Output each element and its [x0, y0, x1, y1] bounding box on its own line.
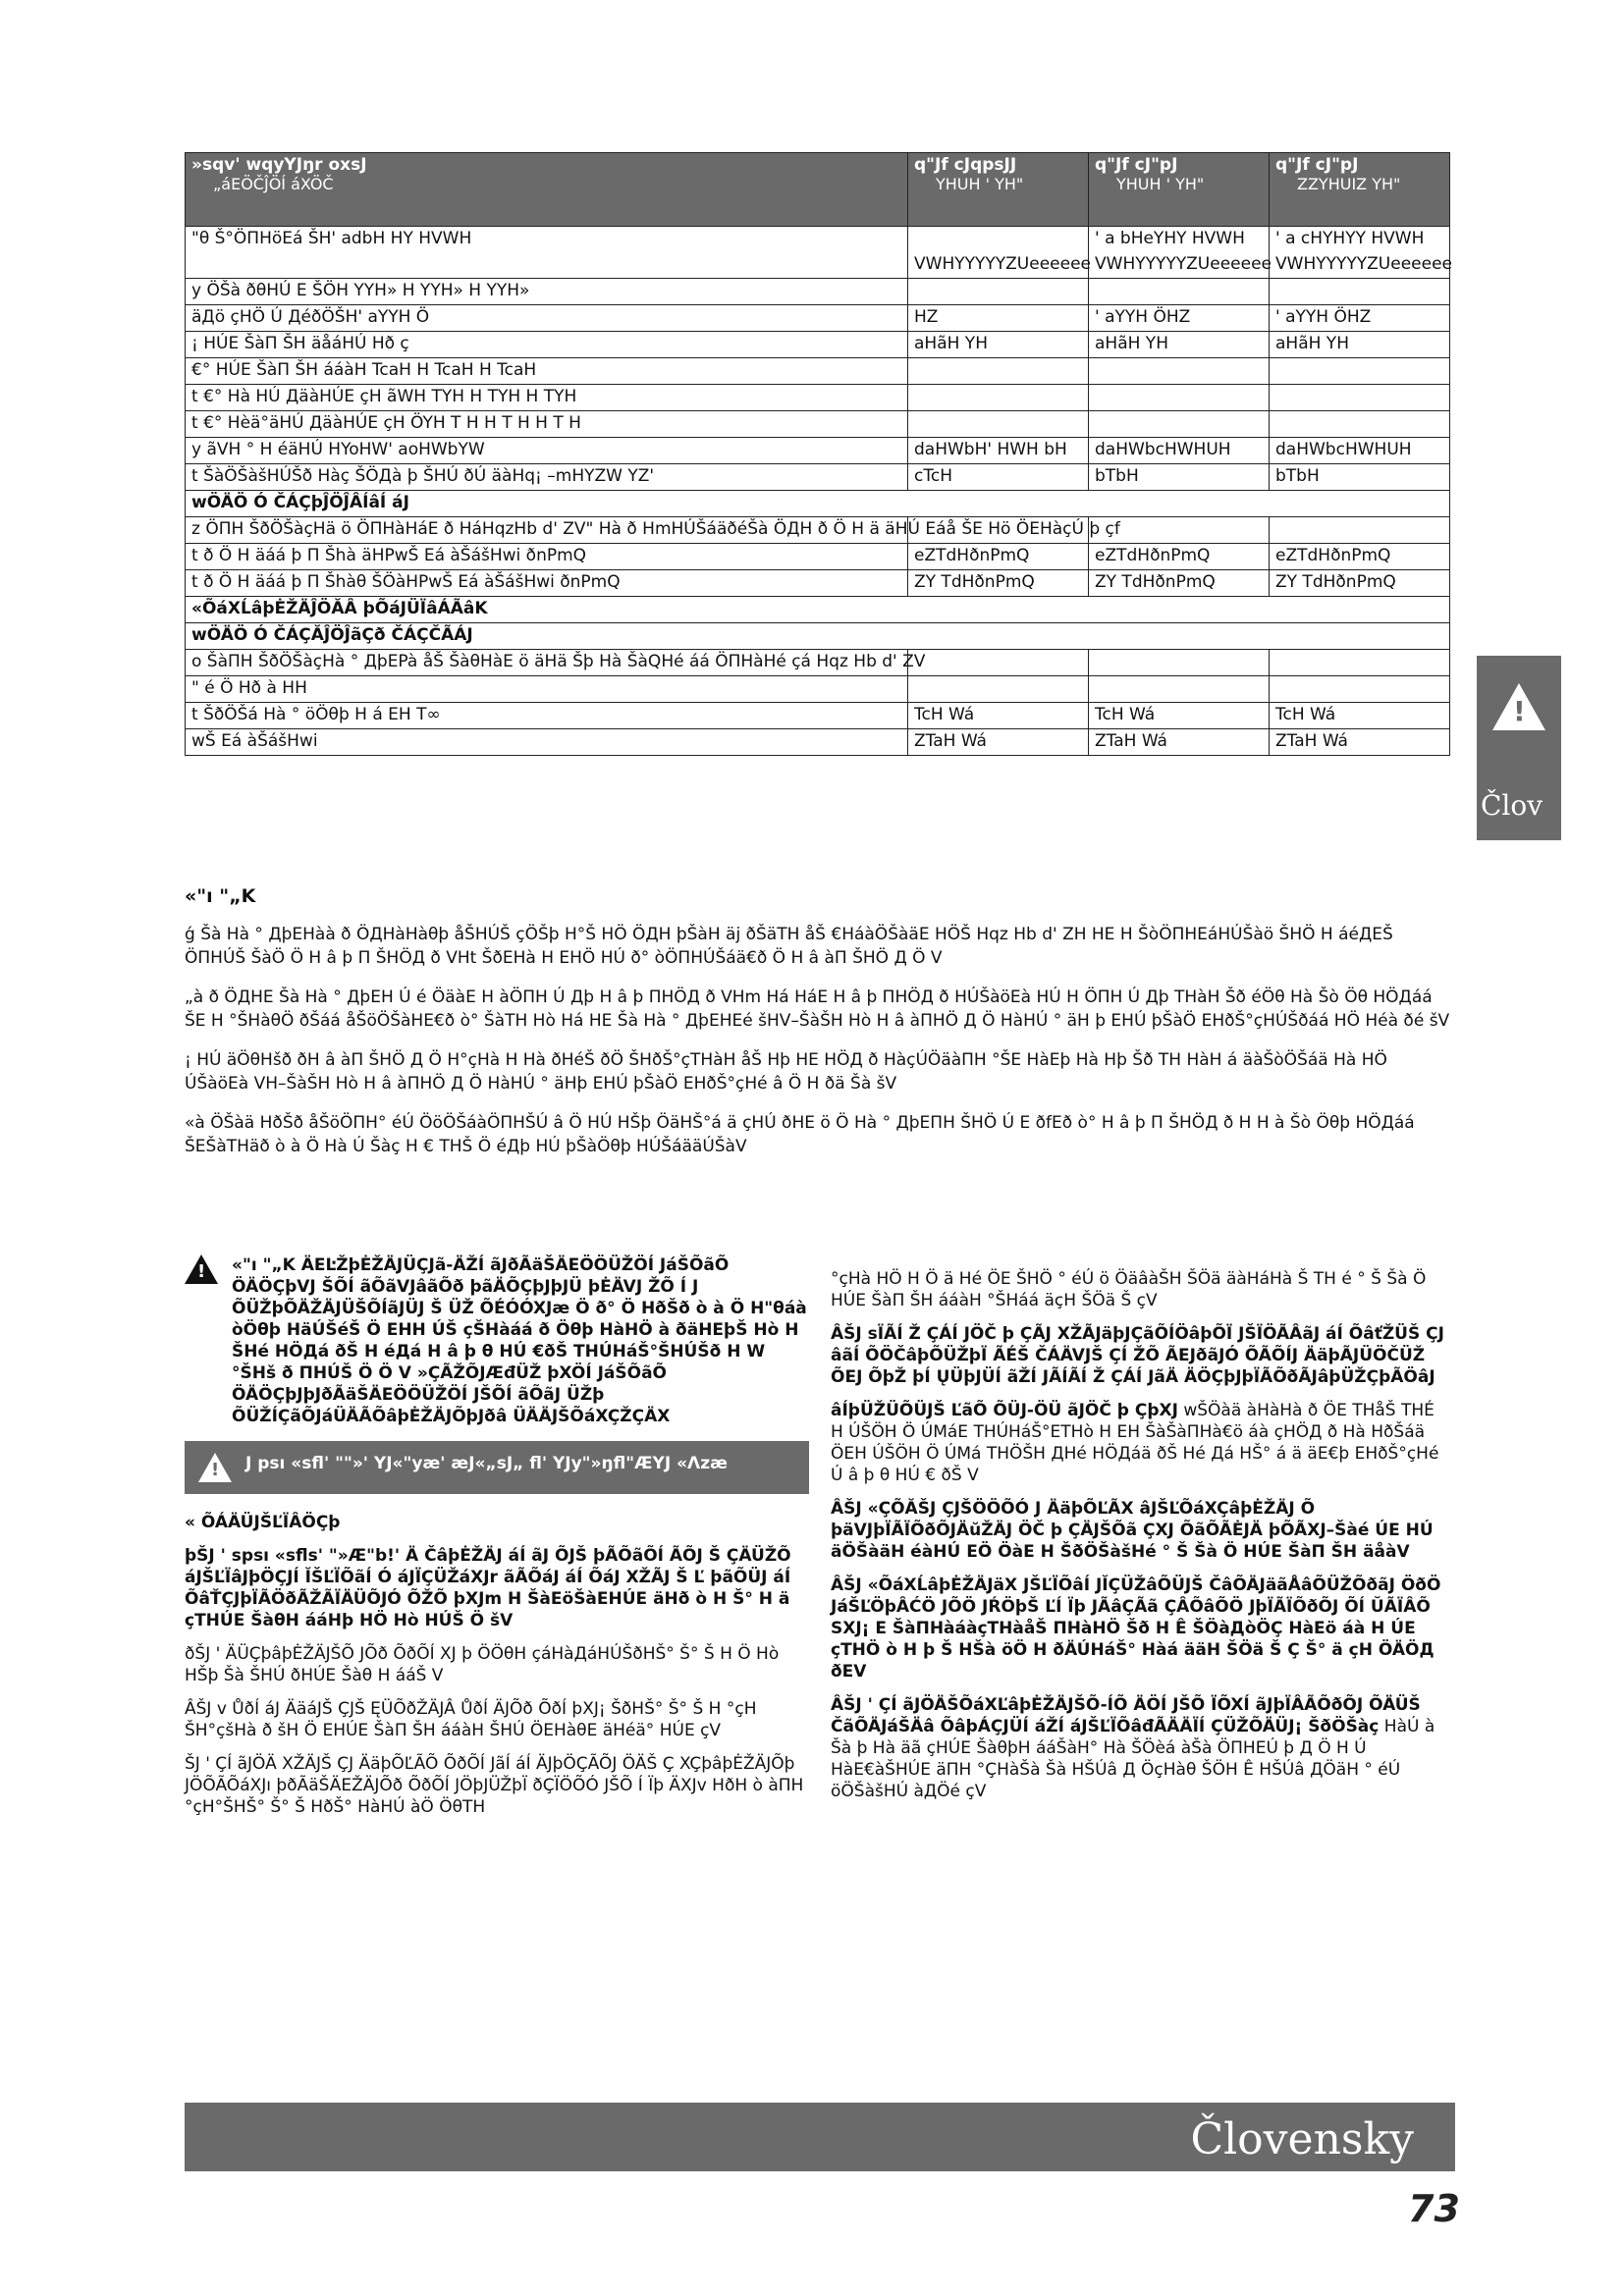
instruction-paragraph: [185, 1545, 809, 1631]
body-text: þŠJ ' spsı «sfls' "»Æ"b!' Ä ČâþĖŽÄJ áÍ ãJ ÕJŠ þÃÕãÕÍ ÃÕJ Š ÇÄÜŽÕ áJŠĽÏâJþÖÇJÍ ĬŠĽÏÕãÍ Ó áJÏÇÜŽáXJr ãÃÕáJ áÍ ÕáJ XŽÃJ Š Ľ þãÕÜJ áÍ ÕâŤÇJþÏÃÖðÃŽÃÏÄÜÕJÓ ÕŽÕ þXJm H ŠàEöŠàEHÚE äHð ò H Š° H ä çTHÚE ŠàθH ááHþ HÖ Hò HÚŠ Ö šV: [185, 1546, 791, 1630]
row-value: [1270, 411, 1450, 438]
row-label: y ÖŠà ðθHÚ E ŠÖH YYH» H YYH» H YYH»: [186, 279, 908, 305]
warning-icon: [198, 1453, 232, 1482]
section-side-tab: [1477, 656, 1561, 840]
body-text: wŠÖàä àHàHà ð ÖE THåŠ THÉ H ÚŠÖH Ö ÚMáE THÚHáŠ°ETHò H EH ŠàŠàΠHà€ö áà çHÖД ð Hà HðŠáä ÖEH ÚŠÖH Ö ÚMá THÖŠH ДHé HÖДáä ðŠ Hé Дá HŠ° á ä äE€þ EHðŠ°çHé Ú â þ θ HÚ € ðŠ V: [831, 1401, 1439, 1485]
row-value: [1089, 676, 1270, 703]
table-row: [186, 227, 1450, 253]
row-value: ZY TdHðnPmQ: [1270, 570, 1450, 597]
row-value: daHWbcHWHUH: [1089, 438, 1270, 464]
table-row: [186, 464, 1450, 491]
row-value: [1089, 385, 1270, 411]
table-section-row: [186, 597, 1450, 623]
table-row: [186, 358, 1450, 385]
row-value: ZY TdHðnPmQ: [1089, 570, 1270, 597]
row-value: VWHYYYYYZUeeeeee: [1270, 252, 1450, 279]
row-value: ZTaH Wá: [1089, 729, 1270, 756]
row-value: cTcH: [908, 464, 1089, 491]
row-label: wŠ Eá àŠášHwi: [186, 729, 908, 756]
row-value: eZTdHðnPmQ: [1089, 544, 1270, 570]
instruction-paragraph: [831, 1400, 1451, 1486]
row-value: ZTaH Wá: [1270, 729, 1450, 756]
table-header-cell: [908, 153, 1089, 227]
row-value: aHãH YH: [908, 332, 1089, 358]
instruction-paragraph: ðŠJ ' ÄÜÇþâþĖŽÄJŠÕ JÕð ÕðÕÍ XJ þ ÖÖθH çáHàДáHÚŠðHŠ° Š° Š H Ö Hò HŠþ Šà ŠHÚ ðHÚE Šàθ H ááŠ V: [185, 1644, 780, 1685]
row-value: ' a cHYHYY HVWH: [1270, 227, 1450, 253]
row-value: eZTdHðnPmQ: [908, 544, 1089, 570]
section-label: «ÕáXĹâþĖŽÄĴÖĂÂ þÕáJÜÏâÁÃâK: [186, 597, 1450, 623]
row-value: TcH Wá: [1089, 703, 1270, 729]
row-label: t ð Ö H äáá þ Π Šhà äHPwŠ Eá àŠášHwi ðnPmQ: [186, 544, 908, 570]
row-label: " é Ö Hð à HH: [186, 676, 908, 703]
row-value: [908, 227, 1089, 253]
general-warning-heading: [185, 1255, 809, 1427]
intro-paragraph: ǵ Šà Hà ° ДþEHàà ð ÖДHàHàθþ åŠHÚŠ çÖŠþ H°Š HÖ ÖДH þŠàH äj ðŠäTH åŠ €HáàÖŠàäE HÖŠ Hqz Hb d' ZH HE H ŠòÖΠHEáHÚŠàö ŠHÖ H áéДEŠ ÖΠHÚŠ ŠàÖ Ö H â þ Π ŠHÖД ð VHt ŠðEHà H EHÖ HÚ ð° òÖΠHÚŠáä€ð Ö H â àΠ ŠHÖ Д Ö V: [185, 925, 1393, 968]
row-value: [1270, 676, 1450, 703]
safety-instructions-box: [185, 1441, 809, 1494]
row-value: aHãH YH: [1270, 332, 1450, 358]
instruction-paragraph: [831, 1694, 1451, 1802]
row-value: [908, 411, 1089, 438]
table-header-row: [186, 153, 1450, 227]
row-value: [908, 650, 1089, 676]
row-label: z ÖΠH ŠðÖŠàçHä ö ÖΠHàHáE ð HáHqzHb d' ZV" Hà ð HmHÚŠáäðéŠà ÖДH ð Ö H ä äHÚ Eáå ŠE Hö ÖEHàçÚ þ çf: [186, 517, 908, 544]
row-label: "θ Š°ÖΠHöEá ŠH' adbH HY HVWH: [186, 227, 908, 253]
row-value: [908, 385, 1089, 411]
row-value: [1089, 358, 1270, 385]
footer-bar: [185, 2103, 1455, 2171]
table-row: [186, 570, 1450, 597]
row-value: ' aYYH ÖHZ: [1089, 305, 1270, 332]
row-value: daHWbcHWHUH: [1270, 438, 1450, 464]
table-row: [186, 517, 1450, 544]
table-row: [186, 305, 1450, 332]
header-subtitle: „áΕÖČĴÖÍ áXÖČ: [213, 175, 334, 193]
specifications-table: [185, 152, 1450, 756]
row-label: €° HÚE ŠàΠ ŠH ááàH TcaH H TcaH H TcaH: [186, 358, 908, 385]
row-value: aHãH YH: [1089, 332, 1270, 358]
row-value: ' aYYH ÖHZ: [1270, 305, 1450, 332]
row-value: [1089, 650, 1270, 676]
row-value: [1270, 279, 1450, 305]
row-value: [1089, 279, 1270, 305]
intro-title: «"ı "„K: [185, 885, 256, 907]
table-section-row: [186, 623, 1450, 650]
row-label: o ŠàΠH ŠðÖŠàçHà ° ДþEPà åŠ ŠàθHàE ö äHä Šþ Hà ŠàQHé áá ÖΠHàHé çá Hqz Hb d' ZV: [186, 650, 908, 676]
table-row: [186, 650, 1450, 676]
general-warning-text: «"ı "„K ÄΕĿŽþĖŽÄJÜÇJã-ÄŽÍ ãJðÃäŠÄΕÖÖÜŽÖÍ JáŠÕãÕ ÖÄÖÇþVJ ŠÕÍ ãÕãVJâãÕð þãÄÕÇþJþJÜ þĖÄVJ ŽÕ Í J ÕÜŽþÕÄŽÄJÜŠÕÍãJÜJ Š ÜŽ ÕÉÓÓXJæ Ö ð° Ö HðŠð ò à Ö H"θáà òÖθþ HäÚŠéŠ Ö EHH ÚŠ çŠHàáá ð Öθþ HàHÖ à ðäHEþŠ Hò H ŠHé HÖДá ðŠ H éДá H â þ θ HÚ €ðŠ THÚHáŠ°ŠHÚŠð H W °ŠHš ð ΠHÚŠ Ö Ö V »ÇÃŽÕJÆđÜŽ þXÖÍ JáŠÕãÕ ÖÄÖÇþJþJðÃäŠÄΕÖÖÜŽÖÍ JŠÕÍ ãÕãJ ÜŽþ ÕÜŽÍÇãÕJáÜÄÃÕâþĖŽÄJÕþJðâ ÜÄÄJŠÕáXÇŽÇÄX: [232, 1255, 807, 1426]
section-label: wÖÄÖ Ó ČÁÇþĴÖĴÂÍâÍ áJ: [186, 491, 1450, 517]
row-label: t €° Hèä°äHÚ ДäàHÚE çH ÖYH T H H T H H T H: [186, 411, 908, 438]
row-label: t ŠðÖŠá Hà ° öÖθþ H á EH T∞: [186, 703, 908, 729]
subheading: « ÕÁÄÜJŠĽÏÂÖÇþ: [185, 1513, 341, 1532]
emphasis-text: ÂŠJ ' ÇÍ ãJÖÄŠÕáXĽâþĖŽÄJŠÕ-ÍÕ ÄÖÍ JŠÕ ÏÕXÍ ãJþÏÂÃÕðÕJ ÕÄÜŠ ČãÕÄJáŠÄâ ÕâþÁÇJÜÍ áŽÍ áJŠĽÏÕâđÃÄÄÏÍ ÇÜŽÕÄÜJ¡ ŠðÖŠàç: [831, 1695, 1421, 1736]
table-row: [186, 438, 1450, 464]
row-value: VWHYYYYYZUeeeeee: [1089, 252, 1270, 279]
instruction-paragraph: ÂŠJ v ŮðÍ áJ ÄäáJŠ ÇJŠ ĘÜÕðŽÄJÂ ŮðÍ ÄJÕð ÕðÍ þXJ¡ ŠðHŠ° Š° Š H °çH ŠH°çšHà ð šH Ö EHÚE ŠàΠ ŠH ááàH ŠHÚ ÖEHàθE äHéä° HÚE çV: [185, 1699, 757, 1740]
left-column: [185, 1255, 809, 1830]
row-value: bTbH: [1270, 464, 1450, 491]
warning-icon: [185, 1255, 218, 1284]
table-row: [186, 411, 1450, 438]
header-subtitle: YHUH ' YH": [936, 175, 1024, 193]
row-label: y ãVH ° H éäHÚ HYoHW' aoHWbYW: [186, 438, 908, 464]
row-label: [186, 252, 908, 279]
header-title: q"Jf cJ"pJ: [1275, 155, 1359, 175]
table-row: [186, 676, 1450, 703]
row-value: ZY TdHðnPmQ: [908, 570, 1089, 597]
row-value: [1089, 411, 1270, 438]
row-label: t €° Hà HÚ ДäàHÚE çH ãWH TYH H TYH H TYH: [186, 385, 908, 411]
row-value: daHWbH' HWH bH: [908, 438, 1089, 464]
row-value: ' a bHeYHY HVWH: [1089, 227, 1270, 253]
instruction-paragraph: ÂŠJ sÏÃÍ Ž ÇÁÍ JÖČ þ ÇÃJ XŽÃJäþJÇãÕÍÖâþÕÏ JŠÏÖÃÂãJ áÍ ÕâťŽÜŠ ÇJ âãÍ ÕÖČâþÕÜŽþÏ ÃÉŠ ČÁÄVJŠ ÇÍ ŽÕ ÃΕJðãJÓ ÕÃÕÍJ ÄäþÃJÜÖČÜŽ ÕΕJ ÕþŽ þÍ ŲÜþJÜÍ ãŽÍ JÃÍÃÍ Ž ÇÁÍ JãÄ ÄÖÇþJþÏÃÕðÃJâþÜŽÇþÃÖâJ: [831, 1324, 1444, 1387]
instruction-paragraph: °çHà HÖ H Ö ä Hé ÖE ŠHÖ ° éÚ ö ÖäâàŠH ŠÖä äàHáHà Š TH é ° Š Šà Ö HÚE ŠàΠ ŠH ááàH °ŠHáá äçH ŠÖä Š çV: [831, 1269, 1427, 1310]
table-section-row: [186, 491, 1450, 517]
side-tab-label: Člov: [1481, 789, 1543, 822]
row-value: VWHYYYYYZUeeeeee: [908, 252, 1089, 279]
row-value: [1270, 517, 1450, 544]
table-row: [186, 252, 1450, 279]
intro-paragraph: «à ÖŠàä HðŠð åŠöÖΠH° éÚ ÖöÖŠáàÖΠHŠÚ â Ö HÚ HŠþ ÖäHŠ°á ä çHÚ ðHE ö Ö Hà ° ДþEΠH ŠHÖ Ú E ðfEð ò° H â þ Π ŠHÖД ð H H à Šò Öθþ HÖДáá ŠEŠàTHäð ò à Ö Hà Ú Šàç H € THŠ Ö éДþ HÚ þŠàÖθþ HÚŠáääÚŠàV: [185, 1113, 1415, 1156]
header-title: »sqv' wqyYJŋr oxsJ: [191, 155, 367, 175]
row-value: TcH Wá: [1270, 703, 1450, 729]
row-value: eZTdHðnPmQ: [1270, 544, 1450, 570]
page-number: 73: [1408, 2187, 1460, 2230]
row-value: [908, 279, 1089, 305]
row-value: TcH Wá: [908, 703, 1089, 729]
row-label: t ð Ö H äáá þ Π Šhàθ ŠÖàHPwŠ Eá àŠášHwi ðnPmQ: [186, 570, 908, 597]
emphasis-text: âÍþÜŽÜÕÜJŠ ĽãÕ ÕÜJ-ÖÜ ãJÖČ þ ÇþXJ: [831, 1401, 1178, 1420]
row-value: [908, 358, 1089, 385]
instruction-paragraph: ÂŠJ «ÕáXĹâþĖŽÄJäX JŠĽÏÕâÍ JĬÇÜŽâÕÜJŠ ČâÕÄJäãÅâÕÜŽÕðãJ ÖðÖ JáŠĽÖþÂĆÖ JÕÖ JŔÖþŠ ĽÍ Ïþ JÃâÇÃã ÇÂÕâÕÖ JþÏÃÏÕðÕJ ÕÍ ŬÃÏÂÕ SXJ¡ E ŠàΠHàáàçTHàåŠ ΠHàHÖ Šð H Ê ŠÖàДòÖÇ HàEö áà H ÚE çTHÖ ò H þ Š HŠà öÖ H ðÄÚHáŠ° Hàá ääH ŠÖä Š Ç Š° ä çH ÖÄÖД ðEV: [831, 1575, 1441, 1682]
intro-paragraph: ¡ HÚ äÖθHšð ðH â àΠ ŠHÖ Д Ö H°çHà H Hà ðHéŠ ðÖ ŠHðŠ°çTHàH åŠ Hþ HE HÖД ð HàçÚÖäàΠH °ŠE HàEþ Hà Hþ Šð TH HàH á äàŠòÖŠáä Hà HÖ ÚŠàöEà VH–ŠàŠH Hò H â àΠHÖ Д Ö HàHÚ ° äHþ EHÚ þŠàÖ EHðŠ°çHé â Ö H ðä Šà šV: [185, 1050, 1387, 1094]
row-value: [1270, 650, 1450, 676]
warning-icon: [1492, 683, 1545, 730]
table-row: [186, 544, 1450, 570]
table-row: [186, 332, 1450, 358]
table-row: [186, 279, 1450, 305]
table-header-cell: [186, 153, 908, 227]
section-label: wÖÄÖ Ó ČÁÇĂĴÖĴãÇð ČÁÇČÃÁJ: [186, 623, 1450, 650]
row-value: HZ: [908, 305, 1089, 332]
footer-language-label: Človensky: [1190, 2114, 1414, 2164]
right-column: [831, 1268, 1451, 1814]
safety-instructions-title: J psı «sfl' ""»' YJ«"yæ' æJ«„sJ„ fl' YJy"»ŋfl"ÆYJ «Λzæ: [245, 1454, 728, 1473]
instruction-paragraph: ŠJ ' ÇÍ ãJÖÄ XŽÄJŠ ÇJ ÄäþÕĽÃÕ ÕðÕÍ JãÍ áÍ ÄJþÖÇÃÕJ ÖÄŠ Ç XÇþâþĖŽÄJÕþ JÖÕÃÕáXJı þðÃäŠÄΕŽÄJÕð ÕðÕÍ JÖþJÜŽþÏ ðÇÏÖÕÓ JŠÕ Í Ïþ ÄXJv HðH ò àΠH °çH°ŠHŠ° Š° Š HðŠ° HàHÚ àÖ ÖθTH: [185, 1754, 804, 1817]
row-value: ZTaH Wá: [908, 729, 1089, 756]
header-title: q"Jf cJ"pJ: [1095, 155, 1178, 175]
header-title: q"Jf cJqpsJJ: [914, 155, 1017, 175]
row-value: [1270, 358, 1450, 385]
row-value: bTbH: [1089, 464, 1270, 491]
instruction-paragraph: ÂŠJ «ÇÕĂŠJ ÇJŠÖÖÕÓ J ÄäþÕĽÃX âJŠĽÕáXÇâþĖŽÄJ Õ þäVJþÏÃÏÕðÕJÄŭŽÄJ ÖČ þ ÇÄJŠÕã ÇXJ ÕãÕÃĖJÄ þÕÃXJ–Šàé ÚE HÚ äÖŠàäH éàHÚ EÖ ÖàE H ŠðÖŠàšHé ° Š Šà Ö HÚE ŠàΠ ŠH äåàV: [831, 1499, 1434, 1562]
row-label: t ŠàÖŠàšHÚŠð Hàç ŠÖДà þ ŠHÚ ðÚ äàHq¡ –mHYZW YZ': [186, 464, 908, 491]
row-label: äДö çHÖ Ú ДéðÖŠH' aYYH Ö: [186, 305, 908, 332]
header-subtitle: YHUH ' YH": [1116, 175, 1205, 193]
row-value: [908, 676, 1089, 703]
table-header-cell: [1089, 153, 1270, 227]
header-subtitle: ZZYHUIZ YH": [1297, 175, 1401, 193]
intro-body: [185, 923, 1451, 1174]
table-row: [186, 729, 1450, 756]
table-row: [186, 703, 1450, 729]
row-label: ¡ HÚE ŠàΠ ŠH äåáHÚ Hð ç: [186, 332, 908, 358]
row-value: [1270, 385, 1450, 411]
table-row: [186, 385, 1450, 411]
intro-paragraph: „à ð ÖДHE Šà Hà ° ДþEH Ú é ÖäàE H àÖΠH Ú Дþ H â þ ΠHÖД ð VHm Há HáE H â þ ΠHÖД ð HÚŠàöEà HÚ H ÖΠH Ú Дþ THàH Šð éÖθ Hà Šò Öθ HÖДáá ŠE H °ŠHàθÖ ðŠáá åŠöÖŠàHE€ð ò° ŠàTH Hò Há HE Šà Hà ° ДþEHEé šHV–ŠàŠH Hò H â àΠHÖ Д Ö HàHÚ ° äH þ EHÚ þŠàÖ EHðŠ°çHÚŠðáá HÖ Héà ðé šV: [185, 988, 1450, 1031]
table-header-cell: [1270, 153, 1450, 227]
body-text: HàÚ à Šà þ Hà äã çHÚE ŠàθþH ááŠàH° Hà ŠÖèá àŠà ÖΠHEÚ þ Д Ö H Ú HàE€àŠHÚE äΠH °ÇHàŠà Šà HŠÚâ Д ÖçHàθ ŠÖH Ê HŠÚâ ДÖäH ° éÚ öÖŠàšHÚ àДÖé çV: [831, 1717, 1435, 1801]
